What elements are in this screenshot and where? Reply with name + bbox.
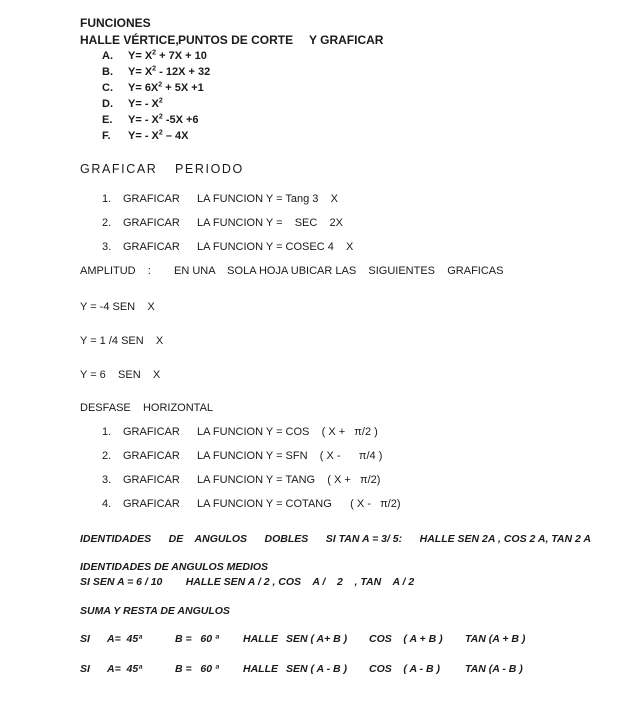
- suma-halle: HALLE: [243, 633, 278, 645]
- resta-tan: TAN (A - B ): [465, 663, 523, 675]
- identidades-dobles: IDENTIDADES DE ANGULOS DOBLES SI TAN A = 3/ 5: HALLE SEN 2A , COS 2 A, TAN 2 A: [80, 533, 591, 545]
- resta-b: B = 60 ª: [175, 663, 219, 675]
- function-item: $Y= X^2 + 7X + 10$: [128, 49, 207, 62]
- list-item: LA FUNCION Y = TANG ( X + π/2): [197, 474, 381, 486]
- resta-a: A= 45ª: [107, 663, 143, 675]
- subtitle-graficar: Y GRAFICAR: [309, 33, 384, 47]
- list-item: LA FUNCION Y = Tang 3 X: [197, 193, 338, 205]
- identidades-medios-title: IDENTIDADES DE ANGULOS MEDIOS: [80, 561, 269, 573]
- amplitud-text: EN UNA SOLA HOJA UBICAR LAS SIGUIENTES GRAFICAS: [174, 265, 504, 277]
- function-item: $Y= 6X^2 + 5X +1$: [128, 81, 204, 94]
- resta-sen: SEN ( A - B ): [286, 663, 348, 675]
- section-graficar: GRAFICAR: [80, 162, 158, 176]
- section-desfase: DESFASE HORIZONTAL: [80, 402, 214, 414]
- function-item: $Y= X^2 - 12X + 32$: [128, 65, 211, 78]
- list-item: LA FUNCION Y = COSEC 4 X: [197, 241, 354, 253]
- suma-sen: SEN ( A+ B ): [286, 633, 348, 645]
- suma-b: B = 60 ª: [175, 633, 219, 645]
- list-item: LA FUNCION Y = COS ( X + π/2 ): [197, 426, 378, 438]
- subtitle-vertice: HALLE VÉRTICE,: [80, 33, 179, 47]
- list-verb: GRAFICAR: [123, 217, 180, 229]
- suma-title: SUMA Y RESTA DE ANGULOS: [80, 605, 230, 617]
- function-item: $Y= - X^2$: [128, 97, 163, 110]
- function-item: $Y= - X^2$ -5X +6: [128, 113, 199, 126]
- list-verb: GRAFICAR: [123, 498, 180, 510]
- list-verb: GRAFICAR: [123, 450, 180, 462]
- list-number: 3.: [102, 241, 112, 253]
- list-item: LA FUNCION Y = SEC 2X: [197, 217, 344, 229]
- list-verb: GRAFICAR: [123, 241, 180, 253]
- list-number: 3.: [102, 474, 112, 486]
- amplitud-equation: Y = 1 /4 SEN X: [80, 335, 164, 347]
- list-number: 1.: [102, 193, 112, 205]
- resta-cos: COS ( A - B ): [369, 663, 440, 675]
- section-periodo: PERIODO: [175, 162, 244, 176]
- list-number: 2.: [102, 217, 112, 229]
- suma-cos: COS ( A + B ): [369, 633, 443, 645]
- function-letter: D.: [102, 98, 113, 110]
- resta-si: SI: [80, 663, 90, 675]
- list-item: LA FUNCION Y = SFN ( X - π/4 ): [197, 450, 383, 462]
- identidades-medios-line: SI SEN A = 6 / 10 HALLE SEN A / 2 , COS A / 2 , TAN A / 2: [80, 576, 415, 588]
- suma-tan: TAN (A + B ): [465, 633, 526, 645]
- suma-a: A= 45ª: [107, 633, 143, 645]
- list-number: 2.: [102, 450, 112, 462]
- list-verb: GRAFICAR: [123, 426, 180, 438]
- list-item: LA FUNCION Y = COTANG ( X - π/2): [197, 498, 401, 510]
- function-letter: B.: [102, 66, 113, 78]
- list-number: 1.: [102, 426, 112, 438]
- list-verb: GRAFICAR: [123, 193, 180, 205]
- suma-si: SI: [80, 633, 90, 645]
- function-letter: A.: [102, 50, 113, 62]
- resta-halle: HALLE: [243, 663, 278, 675]
- function-letter: F.: [102, 130, 111, 142]
- amplitud-label: AMPLITUD :: [80, 265, 151, 277]
- function-item: $Y= - X^2 - 4X$: [128, 129, 189, 142]
- function-letter: C.: [102, 82, 113, 94]
- list-number: 4.: [102, 498, 112, 510]
- amplitud-equation: Y = 6 SEN X: [80, 369, 161, 381]
- list-verb: GRAFICAR: [123, 474, 180, 486]
- page-title: FUNCIONES: [80, 16, 151, 30]
- subtitle-puntos: PUNTOS DE CORTE: [178, 33, 294, 47]
- amplitud-equation: Y = -4 SEN X: [80, 301, 155, 313]
- function-letter: E.: [102, 114, 113, 126]
